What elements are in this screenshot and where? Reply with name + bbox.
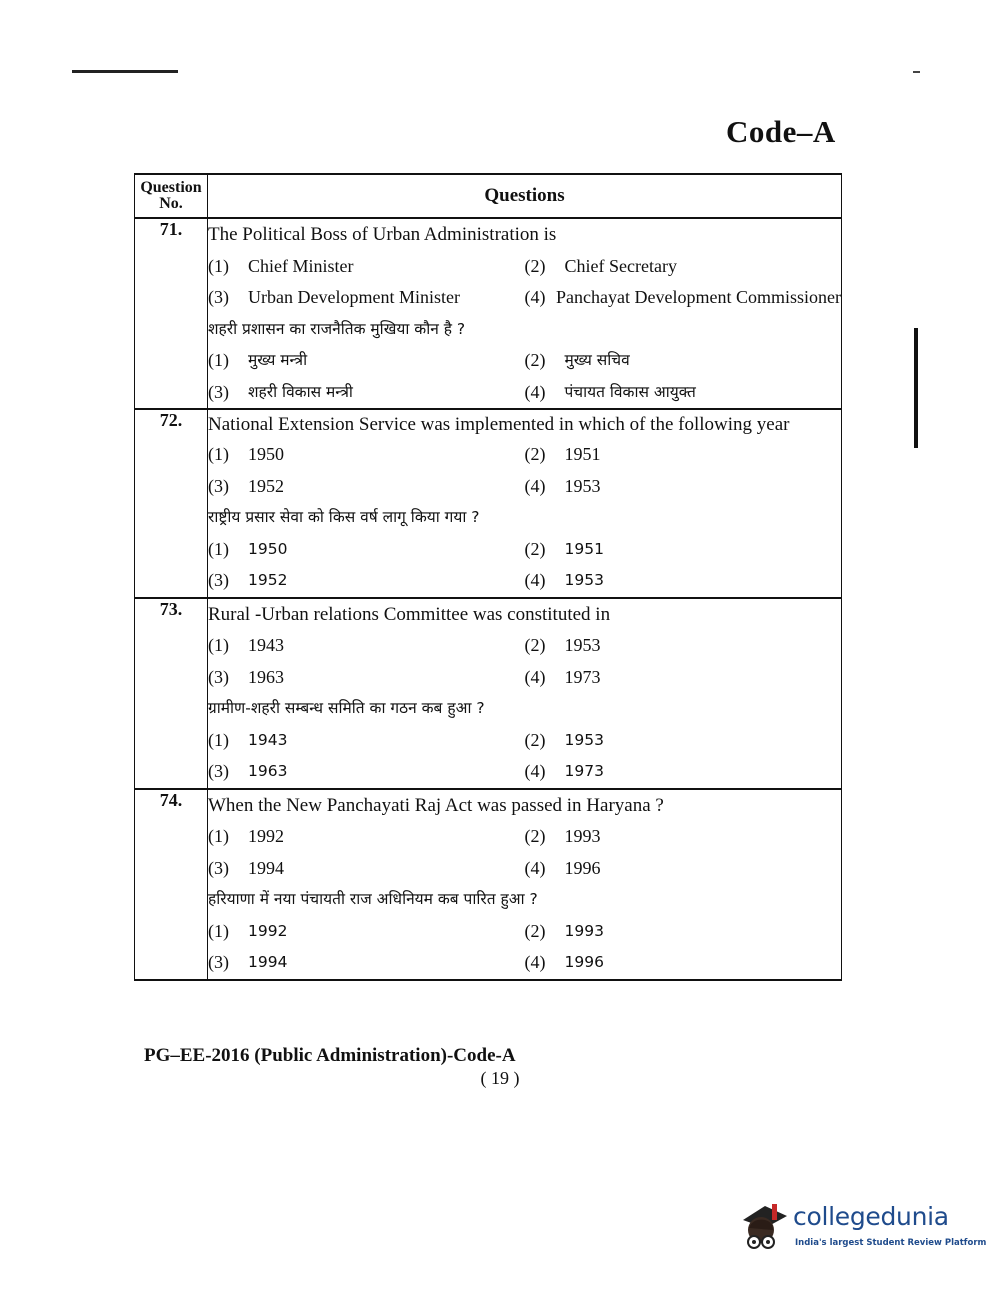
option-2 bbox=[525, 630, 842, 662]
hindi-option-4 bbox=[525, 947, 842, 979]
option-value: 1992 bbox=[248, 921, 288, 940]
option-value: 1943 bbox=[248, 635, 284, 655]
option-number: (3) bbox=[208, 952, 229, 972]
option-row bbox=[208, 251, 841, 283]
option-value: 1996 bbox=[564, 953, 604, 971]
questions-table bbox=[134, 173, 842, 981]
option-number: (4) bbox=[524, 475, 546, 496]
option-number: (1) bbox=[208, 920, 229, 941]
option-number: (1) bbox=[208, 350, 229, 370]
option-1 bbox=[208, 821, 525, 853]
option-number: (2) bbox=[524, 635, 546, 655]
option-number: (1) bbox=[208, 635, 229, 655]
option-value: 1953 bbox=[564, 475, 601, 496]
option-value: 1952 bbox=[248, 475, 284, 496]
option-value: 1992 bbox=[248, 826, 284, 846]
option-value: 1951 bbox=[564, 539, 604, 558]
option-value: 1973 bbox=[564, 762, 604, 780]
option-3 bbox=[208, 853, 525, 885]
option-number: (2) bbox=[524, 350, 546, 370]
footer-paper-code: PG–EE-2016 (Public Administration)-Code-A bbox=[144, 1045, 516, 1066]
option-row bbox=[208, 756, 841, 788]
option-row bbox=[208, 821, 841, 853]
question-text-hindi: ग्रामीण-शहरी सम्बन्ध समिति का गठन कब हुआ ? bbox=[208, 699, 485, 717]
question-text-hindi: हरियाणा में नया पंचायती राज अधिनियम कब पारित हुआ ? bbox=[208, 890, 538, 908]
paper-code: Code–A bbox=[726, 114, 836, 149]
top-rule bbox=[72, 70, 178, 73]
option-row bbox=[208, 916, 841, 948]
option-number: (1) bbox=[208, 826, 229, 846]
option-value: शहरी विकास मन्त्री bbox=[248, 382, 353, 401]
option-row bbox=[208, 853, 841, 885]
hindi-option-4 bbox=[525, 756, 842, 788]
option-number: (3) bbox=[208, 287, 229, 307]
question-row bbox=[135, 789, 842, 980]
option-value: 1953 bbox=[564, 730, 604, 749]
questions-body bbox=[135, 218, 842, 980]
brand-watermark bbox=[735, 1198, 987, 1258]
option-row bbox=[208, 471, 841, 503]
brand-name: collegedunia bbox=[793, 1202, 949, 1231]
option-value: 1950 bbox=[248, 539, 288, 558]
question-text-hindi: शहरी प्रशासन का राजनैतिक मुखिया कौन है ? bbox=[208, 319, 466, 338]
option-value: 1953 bbox=[564, 571, 604, 589]
option-value: Panchayat Development Commissioner bbox=[556, 287, 841, 307]
question-row bbox=[135, 409, 842, 598]
question-text: The Political Boss of Urban Administration is bbox=[208, 224, 557, 245]
option-number: (4) bbox=[524, 666, 546, 687]
column-header-question-no: Question No. bbox=[135, 174, 208, 218]
option-value: 1953 bbox=[564, 635, 601, 655]
option-value: 1963 bbox=[248, 762, 288, 780]
option-4 bbox=[525, 853, 842, 885]
option-number: (2) bbox=[524, 444, 546, 464]
option-2 bbox=[525, 439, 842, 471]
option-number: (3) bbox=[208, 761, 229, 781]
hindi-option-2 bbox=[525, 725, 842, 757]
option-value: 1951 bbox=[564, 444, 601, 464]
option-value: मुख्य मन्त्री bbox=[248, 351, 308, 369]
option-row bbox=[208, 947, 841, 979]
option-number: (2) bbox=[524, 729, 546, 750]
option-number: (1) bbox=[208, 538, 229, 559]
option-row bbox=[208, 630, 841, 662]
option-4 bbox=[525, 471, 842, 503]
hindi-option-4 bbox=[525, 377, 842, 409]
hindi-option-1 bbox=[208, 725, 525, 757]
option-2 bbox=[525, 251, 842, 283]
option-value: 1973 bbox=[564, 666, 601, 687]
option-1 bbox=[208, 630, 525, 662]
option-number: (2) bbox=[524, 826, 546, 846]
column-header-questions: Questions bbox=[208, 174, 842, 218]
option-number: (2) bbox=[524, 538, 546, 559]
hindi-option-1 bbox=[208, 345, 525, 377]
option-number: (2) bbox=[524, 920, 546, 941]
option-row bbox=[208, 282, 841, 314]
option-3 bbox=[208, 471, 525, 503]
option-row bbox=[208, 662, 841, 694]
option-row bbox=[208, 377, 841, 409]
option-number: (4) bbox=[524, 952, 546, 972]
question-content bbox=[208, 218, 842, 409]
question-number: 74. bbox=[135, 789, 208, 980]
question-number: 72. bbox=[135, 409, 208, 598]
option-value: मुख्य सचिव bbox=[564, 351, 630, 369]
option-row bbox=[208, 345, 841, 377]
option-number: (3) bbox=[208, 570, 229, 590]
brand-mascot-icon bbox=[735, 1198, 791, 1256]
option-4 bbox=[525, 282, 842, 314]
hindi-option-3 bbox=[208, 377, 525, 409]
page-number: ( 19 ) bbox=[480, 1068, 520, 1088]
hindi-option-2 bbox=[525, 534, 842, 566]
option-value: Chief Minister bbox=[248, 255, 354, 276]
question-text: National Extension Service was implemented in which of the following year bbox=[208, 414, 790, 435]
option-number: (1) bbox=[208, 444, 229, 464]
option-value: Chief Secretary bbox=[564, 255, 677, 276]
question-number: 73. bbox=[135, 598, 208, 789]
option-4 bbox=[525, 662, 842, 694]
option-3 bbox=[208, 662, 525, 694]
option-number: (3) bbox=[208, 475, 229, 496]
option-1 bbox=[208, 439, 525, 471]
option-number: (1) bbox=[208, 255, 229, 276]
option-number: (3) bbox=[208, 381, 229, 402]
option-value: 1943 bbox=[248, 730, 288, 749]
margin-mark bbox=[914, 328, 918, 448]
option-number: (4) bbox=[524, 287, 546, 307]
question-content bbox=[208, 598, 842, 789]
hindi-option-1 bbox=[208, 916, 525, 948]
option-number: (3) bbox=[208, 857, 229, 878]
option-row bbox=[208, 534, 841, 566]
question-row bbox=[135, 598, 842, 789]
option-value: 1996 bbox=[564, 857, 601, 878]
hindi-option-3 bbox=[208, 756, 525, 788]
hindi-option-2 bbox=[525, 345, 842, 377]
question-text: Rural -Urban relations Committee was constituted in bbox=[208, 603, 611, 625]
option-value: Urban Development Minister bbox=[248, 287, 460, 307]
option-value: 1993 bbox=[564, 921, 604, 940]
question-number: 71. bbox=[135, 218, 208, 409]
question-text-hindi: राष्ट्रीय प्रसार सेवा को किस वर्ष लागू किया गया ? bbox=[208, 508, 480, 526]
option-1 bbox=[208, 251, 525, 283]
hindi-option-4 bbox=[525, 565, 842, 597]
question-content bbox=[208, 409, 842, 598]
option-value: 1950 bbox=[248, 444, 284, 464]
hindi-option-1 bbox=[208, 534, 525, 566]
hindi-option-2 bbox=[525, 916, 842, 948]
option-value: 1952 bbox=[248, 571, 288, 589]
option-value: 1994 bbox=[248, 857, 284, 878]
option-number: (1) bbox=[208, 729, 229, 750]
option-row bbox=[208, 725, 841, 757]
question-row bbox=[135, 218, 842, 409]
option-number: (4) bbox=[524, 761, 546, 781]
question-content bbox=[208, 789, 842, 980]
option-3 bbox=[208, 282, 525, 314]
brand-tagline: India's largest Student Review Platform bbox=[795, 1238, 987, 1248]
hindi-option-3 bbox=[208, 947, 525, 979]
option-2 bbox=[525, 821, 842, 853]
hindi-option-3 bbox=[208, 565, 525, 597]
option-number: (2) bbox=[524, 255, 546, 276]
option-row bbox=[208, 565, 841, 597]
question-text: When the New Panchayati Raj Act was passed in Haryana ? bbox=[208, 794, 664, 816]
option-number: (4) bbox=[524, 570, 546, 590]
option-value: 1963 bbox=[248, 666, 284, 687]
option-number: (3) bbox=[208, 666, 229, 687]
option-value: 1994 bbox=[248, 953, 288, 971]
option-number: (4) bbox=[524, 381, 546, 402]
option-number: (4) bbox=[524, 857, 546, 878]
top-rule-mark bbox=[913, 71, 920, 73]
option-row bbox=[208, 439, 841, 471]
option-value: 1993 bbox=[564, 826, 601, 846]
option-value: पंचायत विकास आयुक्त bbox=[564, 382, 696, 401]
